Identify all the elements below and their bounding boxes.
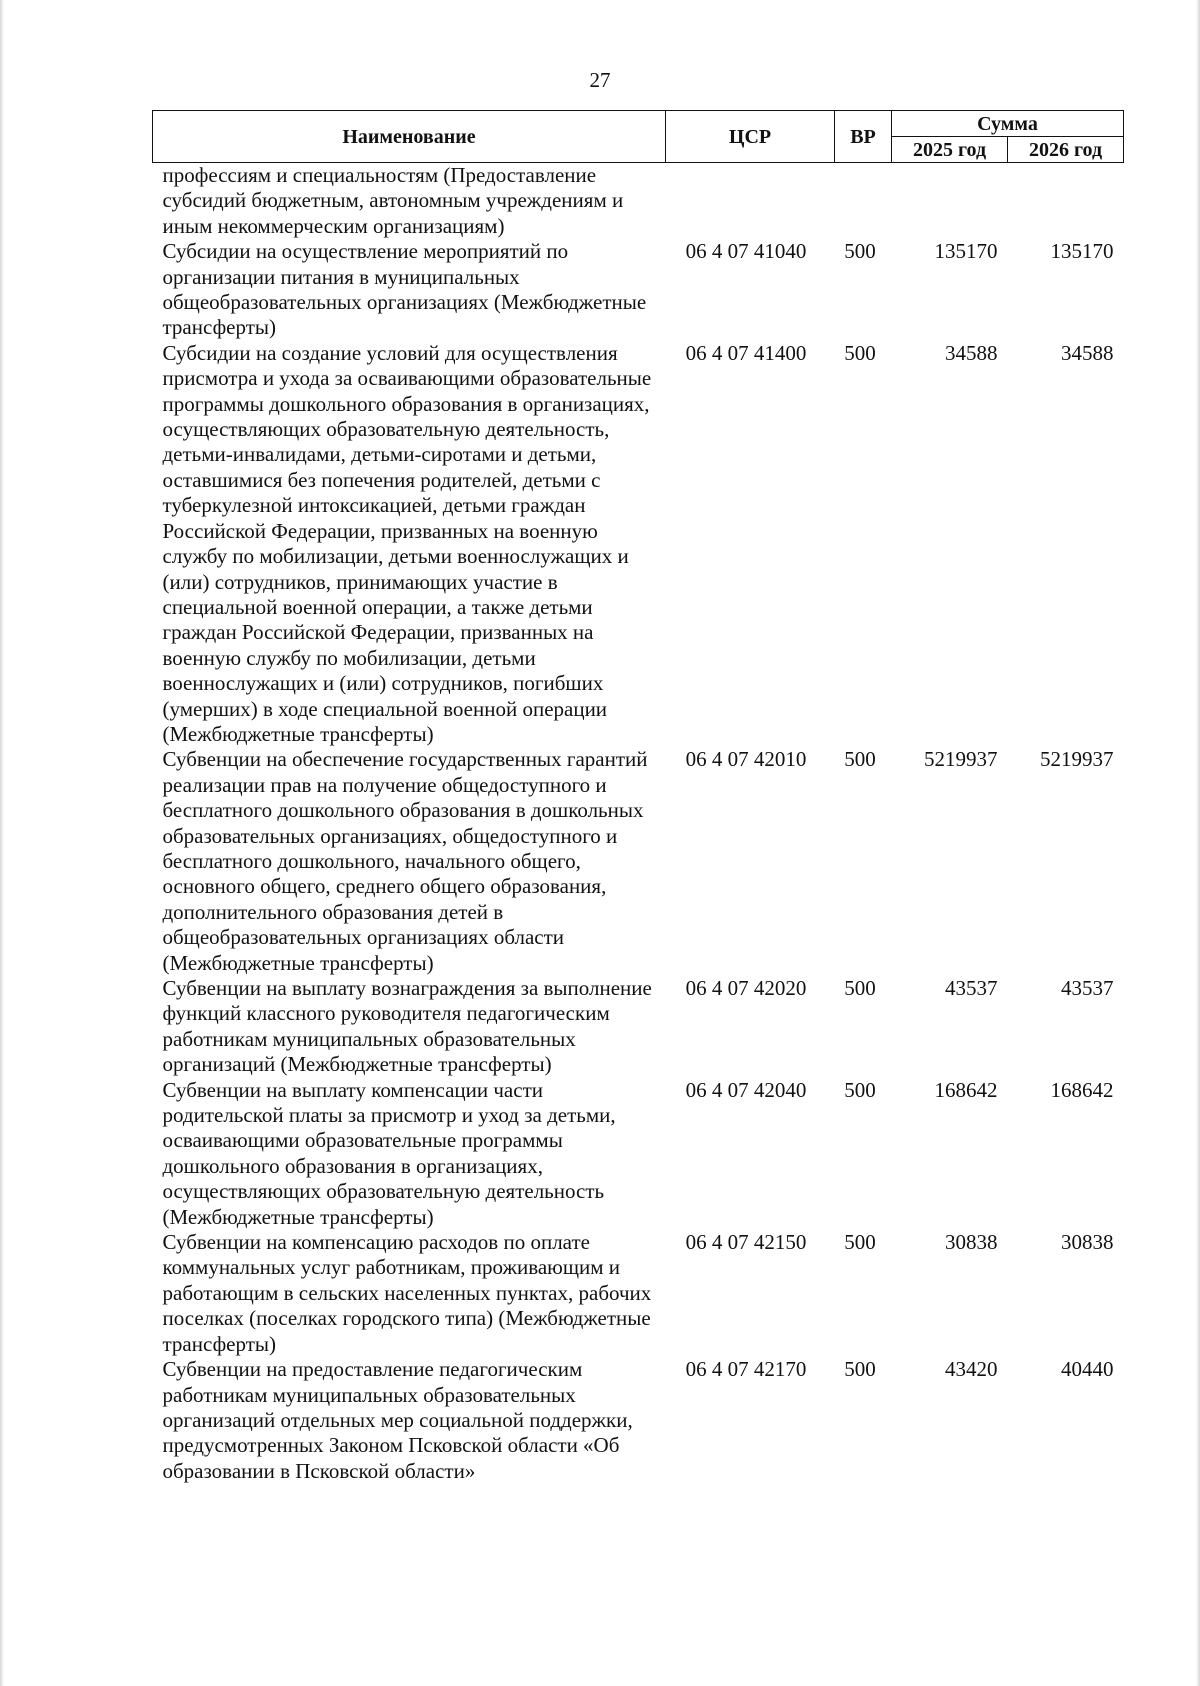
row-name: Субсидии на создание условий для осуществления присмотра и ухода за осваивающими образовательные программы дошкольного образования в организациях, осуществляющих образовательную деятельность, детьми-инвалидами, детьми-сиротами и детьми, оставшимися без попечения родителей, детьми с туберкулезной интоксикацией, детьми граждан Российской Федерации, призванных на военную службу по мобилизации, детьми военнослужащих и (или) сотрудников, принимающих участие в специальной военной операции, а также детьми граждан Российской Федерации, призванных на военную службу по мобилизации, детьми военнослужащих и (или) сотрудников, погибших (умерших) в ходе специальной военной операции (Межбюджетные трансферты): [162, 340, 652, 746]
row-sum-2025: 43537: [945, 976, 998, 1000]
row-vr: 500: [844, 976, 876, 1000]
row-sum-2026: 168642: [1050, 1077, 1114, 1102]
table-row: [153, 1230, 1124, 1357]
table-row: [153, 163, 1124, 240]
row-sum-2026: 5219937: [1040, 747, 1114, 772]
table-row: [153, 239, 1124, 341]
row-name: Субвенции на выплату вознаграждения за выполнение функций классного руководителя педагогическим работникам муниципальных образовательных организаций (Межбюджетные трансферты): [162, 976, 652, 1077]
row-sum-2026: 43537: [1061, 976, 1114, 1000]
row-vr: 500: [844, 1230, 876, 1255]
row-sum-2025: 43420: [945, 1357, 998, 1382]
row-name: Субвенции на предоставление педагогическим работникам муниципальных образовательных организаций отдельных мер социальной поддержки, предусмотренных Законом Псковской области «Об образовании в Псковской области»: [162, 1357, 633, 1483]
row-sum-2025: 135170: [934, 239, 998, 264]
row-sum-2026: 30838: [1061, 1230, 1114, 1255]
scan-edge-left: [0, 0, 4, 1686]
row-vr: 500: [844, 747, 876, 772]
row-sum-2025: 168642: [934, 1077, 998, 1102]
scan-edge-right: [1196, 0, 1200, 1686]
header-name: Наименование: [153, 111, 666, 163]
row-name: Субсидии на осуществление мероприятий по организации питания в муниципальных общеобразовательных организациях (Межбюджетные трансферты): [162, 239, 647, 340]
table-row: [153, 1357, 1124, 1484]
row-csr: 06 4 07 41400: [685, 340, 807, 365]
row-name: Субвенции на обеспечение государственных гарантий реализации прав на получение общедоступного и бесплатного дошкольного образования в дошкольных образовательных организациях, общедоступного и бесплатного дошкольного, начального общего, основного общего, среднего общего образования, дополнительного образования детей в общеобразовательных организациях области (Межбюджетные трансферты): [162, 747, 648, 975]
row-vr: 500: [844, 1357, 876, 1382]
row-vr: 500: [844, 239, 876, 264]
row-csr: 06 4 07 42040: [685, 1077, 807, 1102]
header-year-2025: 2025 год: [892, 137, 1008, 163]
row-csr: 06 4 07 42170: [685, 1357, 807, 1382]
row-name: Субвенции на выплату компенсации части родительской платы за присмотр и уход за детьми, осваивающими образовательные программы дошкольного образования в организациях, осуществляющих образовательную деятельность (Межбюджетные трансферты): [162, 1077, 616, 1229]
row-csr: 06 4 07 42020: [685, 976, 807, 1000]
table-row: [153, 976, 1124, 1078]
row-csr: 06 4 07 42010: [685, 747, 807, 772]
row-name: профессиям и специальностям (Предоставление субсидий бюджетным, автономным учреждениям и иным некоммерческим организациям): [162, 163, 624, 238]
row-sum-2025: 30838: [945, 1230, 998, 1255]
table-row: [153, 341, 1124, 748]
row-csr: 06 4 07 41040: [685, 239, 807, 264]
row-vr: 500: [844, 340, 876, 365]
row-csr: [666, 163, 835, 240]
header-csr: ЦСР: [666, 111, 835, 163]
page-number: 27: [589, 68, 611, 92]
row-sum-2026: 34588: [1061, 340, 1114, 365]
row-vr: 500: [844, 1077, 876, 1102]
table-row: [153, 1078, 1124, 1230]
budget-table: [152, 110, 1124, 1484]
row-sum-2026: 135170: [1050, 239, 1114, 264]
row-csr: 06 4 07 42150: [685, 1230, 807, 1255]
table-body: [153, 163, 1124, 1485]
table-header: [153, 111, 1124, 163]
row-name: Субвенции на компенсацию расходов по оплате коммунальных услуг работникам, проживающим и работающим в сельских населенных пунктах, рабочих поселках (поселках городского типа) (Межбюджетные трансферты): [162, 1230, 652, 1356]
header-year-2026: 2026 год: [1008, 137, 1124, 163]
row-vr: [835, 163, 892, 240]
header-sum: Сумма: [892, 111, 1124, 137]
row-sum-2025: 5219937: [924, 747, 998, 772]
header-vr: ВР: [835, 111, 892, 163]
row-sum-2025: 34588: [945, 340, 998, 365]
row-sum-2026: [1008, 163, 1124, 240]
table-row: [153, 747, 1124, 976]
row-sum-2025: [892, 163, 1008, 240]
row-sum-2026: 40440: [1061, 1357, 1114, 1382]
